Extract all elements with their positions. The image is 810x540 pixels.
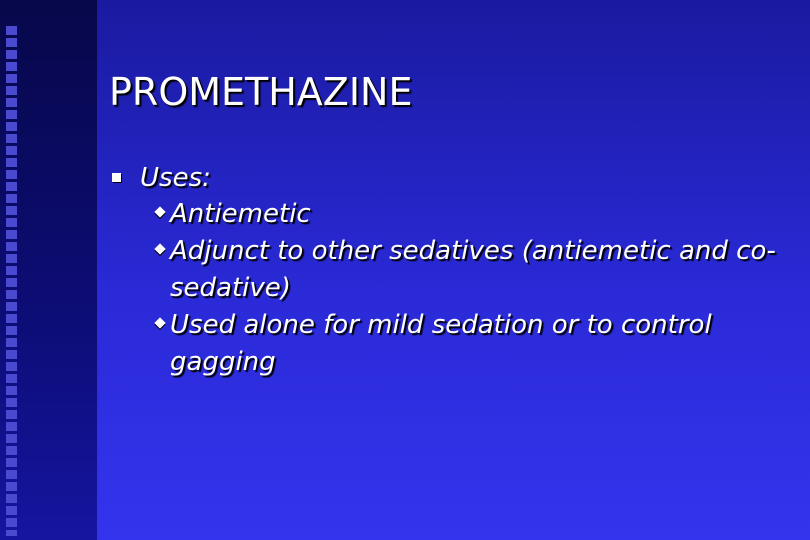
slide-body bbox=[112, 160, 802, 381]
sub-bullet-list bbox=[112, 196, 802, 381]
diamond-bullet-icon bbox=[154, 206, 165, 217]
sub-bullet-item bbox=[142, 233, 802, 307]
square-pattern-decoration bbox=[6, 26, 20, 536]
sub-bullet-text: Used alone for mild sedation or to control gagging bbox=[170, 310, 712, 377]
left-decorative-band bbox=[0, 0, 97, 540]
square-bullet-icon bbox=[112, 173, 121, 182]
sub-bullet-item bbox=[142, 307, 802, 381]
diamond-bullet-icon bbox=[154, 243, 165, 254]
slide-title: PROMETHAZINE bbox=[109, 70, 413, 114]
bullet-uses bbox=[112, 160, 802, 196]
diamond-bullet-icon bbox=[154, 317, 165, 328]
sub-bullet-text: Adjunct to other sedatives (antiemetic and co-sedative) bbox=[170, 236, 776, 303]
bullet-uses-label: Uses: bbox=[140, 163, 211, 193]
sub-bullet-text: Antiemetic bbox=[170, 199, 311, 229]
sub-bullet-item bbox=[142, 196, 802, 233]
